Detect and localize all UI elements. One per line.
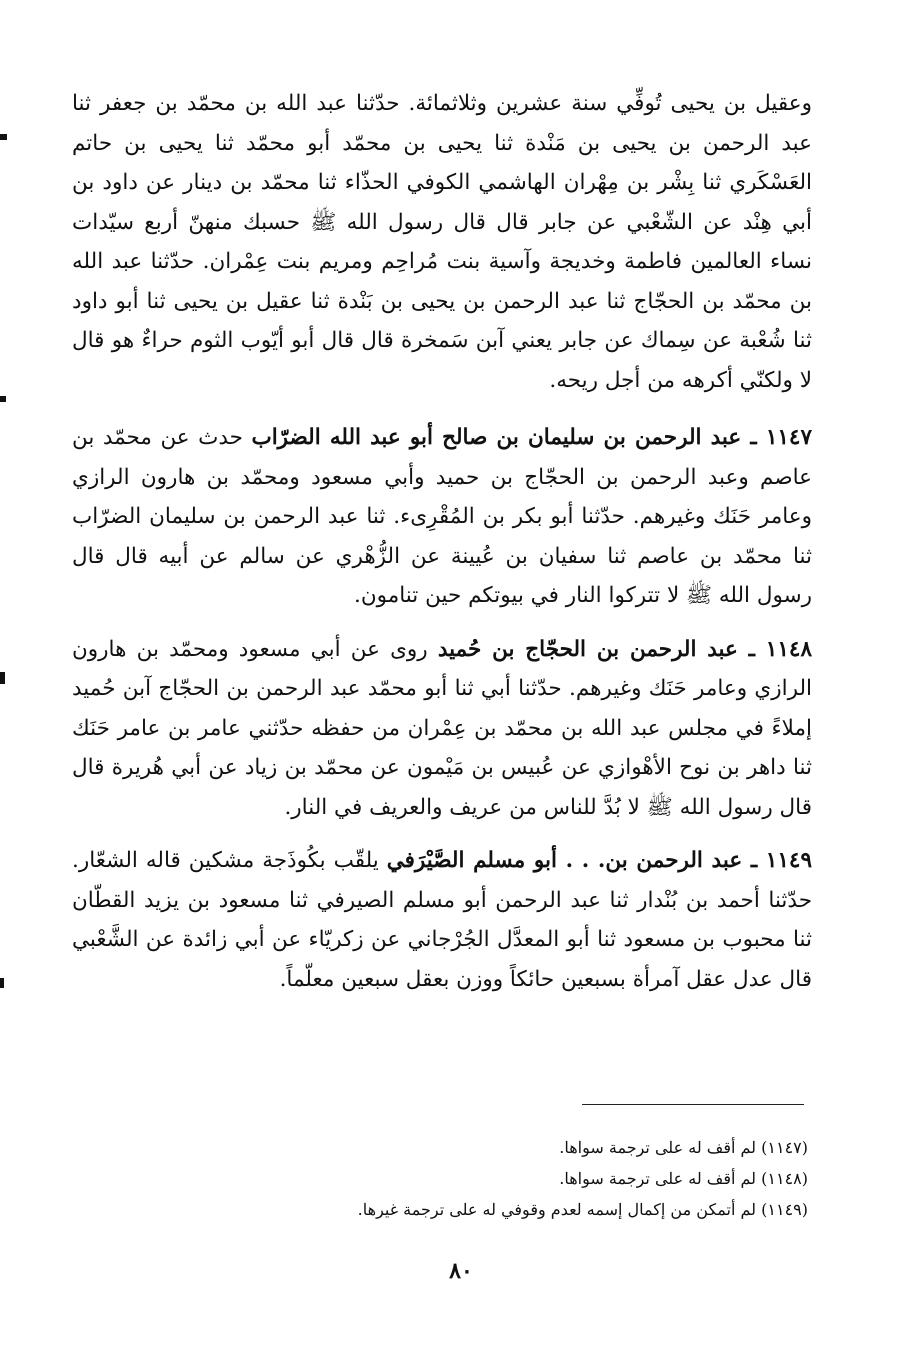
page-text [72, 84, 812, 1013]
footnote-1149: (١١٤٩) لم أتمكن من إكمال إسمه لعدم وقوفي له على ترجمة غيرها. [357, 1200, 808, 1219]
entry-1148 [72, 630, 812, 828]
scan-edge-mark [0, 134, 7, 140]
footnote-separator [582, 1104, 804, 1105]
footnote-1147: (١١٤٧) لم أقف له على ترجمة سواها. [559, 1138, 808, 1157]
paragraph-continuation [72, 84, 812, 400]
entry-body: يلقّب بكُوذَجة مشكين قاله الشعّار. حدّثنا أحمد بن بُنْدار ثنا عبد الرحمن أبو مسلم الصيرفي ثنا مسعود بن يزيد القطّان ثنا محبوب بن مسعود ثنا أبو المعدَّل الجُرْجاني عن زكريّاء عن أبي زائدة عن الشَّعْبي قال عدل عقل آمرأة بسبعين حائكاً ووزن بعقل سبعين معلّماً. [72, 848, 812, 992]
page-number: ٨٠ [449, 1258, 473, 1284]
entry-body: حدث عن محمّد بن عاصم وعبد الرحمن بن الحجّاج بن حميد وأبي مسعود ومحمّد بن هارون الرازي وعامر حَنَك وغيرهم. حدّثنا أبو بكر بن المُقْرِىء. ثنا عبد الرحمن بن سليمان الضرّاب ثنا محمّد بن عاصم ثنا سفيان بن عُيينة عن الزُّهْري عن سالم عن أبيه قال قال رسول الله ﷺ لا تتركوا النار في بيوتكم حين تنامون. [72, 425, 812, 608]
entry-heading: ١١٤٧ ـ عبد الرحمن بن سليمان بن صالح أبو عبد الله الضرّاب [251, 425, 813, 450]
scan-edge-mark [0, 672, 5, 684]
footnotes [300, 1132, 808, 1225]
scan-edge-mark [0, 396, 6, 402]
entry-1147 [72, 418, 812, 616]
scan-edge-mark [0, 978, 4, 988]
entry-1149 [72, 841, 812, 999]
entry-heading: ١١٤٨ ـ عبد الرحمن بن الحجّاج بن حُميد [437, 636, 812, 662]
paragraph-body: وعقيل بن يحيى تُوفِّي سنة عشرين وثلاثمائة. حدّثنا عبد الله بن محمّد بن جعفر ثنا عبد الرحمن بن يحيى بن مَنْدة ثنا يحيى بن محمّد أبو محمّد ثنا يحيى بن حاتم العَسْكَري ثنا بِشْر بن مِهْران الهاشمي الكوفي الحذّاء ثنا محمّد بن دينار عن داود بن أبي هِنْد عن الشّعْبي عن جابر قال قال رسول الله ﷺ حسبك منهنّ أربع سيّدات نساء العالمين فاطمة وخديجة وآسية بنت مُراحِم ومريم بنت عِمْران. حدّثنا عبد الله بن محمّد بن الحجّاج ثنا عبد الرحمن بن يحيى بن بَنْدة ثنا عقيل بن يحيى ثنا أبو داود ثنا شُعْبة عن سِماك عن جابر يعني آبن سَمخرة قال قال أبو أيّوب الثوم حراءٌ هو قال لا ولكنّي أكرهه من أجل ريحه. [72, 91, 812, 393]
entry-body: روى عن أبي مسعود ومحمّد بن هارون الرازي وعامر حَنَك وغيرهم. حدّثنا أبي ثنا أبو محمّد عبد الرحمن بن الحجّاج آبن حُميد إملاءً في مجلس عبد الله بن محمّد بن عِمْران من حفظه حدّثني عامر بن عامر حَنَك ثنا داهر بن نوح الأهْوازي عن عُبيس بن مَيْمون عن محمّد بن زياد عن أبي هُريرة قال قال رسول الله ﷺ لا بُدَّ للناس من عريف والعريف في النار. [72, 636, 812, 820]
entry-heading: ١١٤٩ ـ عبد الرحمن بن. . . أبو مسلم الصَّيْرَفي [386, 848, 812, 873]
footnote-1148: (١١٤٨) لم أقف له على ترجمة سواها. [559, 1169, 808, 1188]
